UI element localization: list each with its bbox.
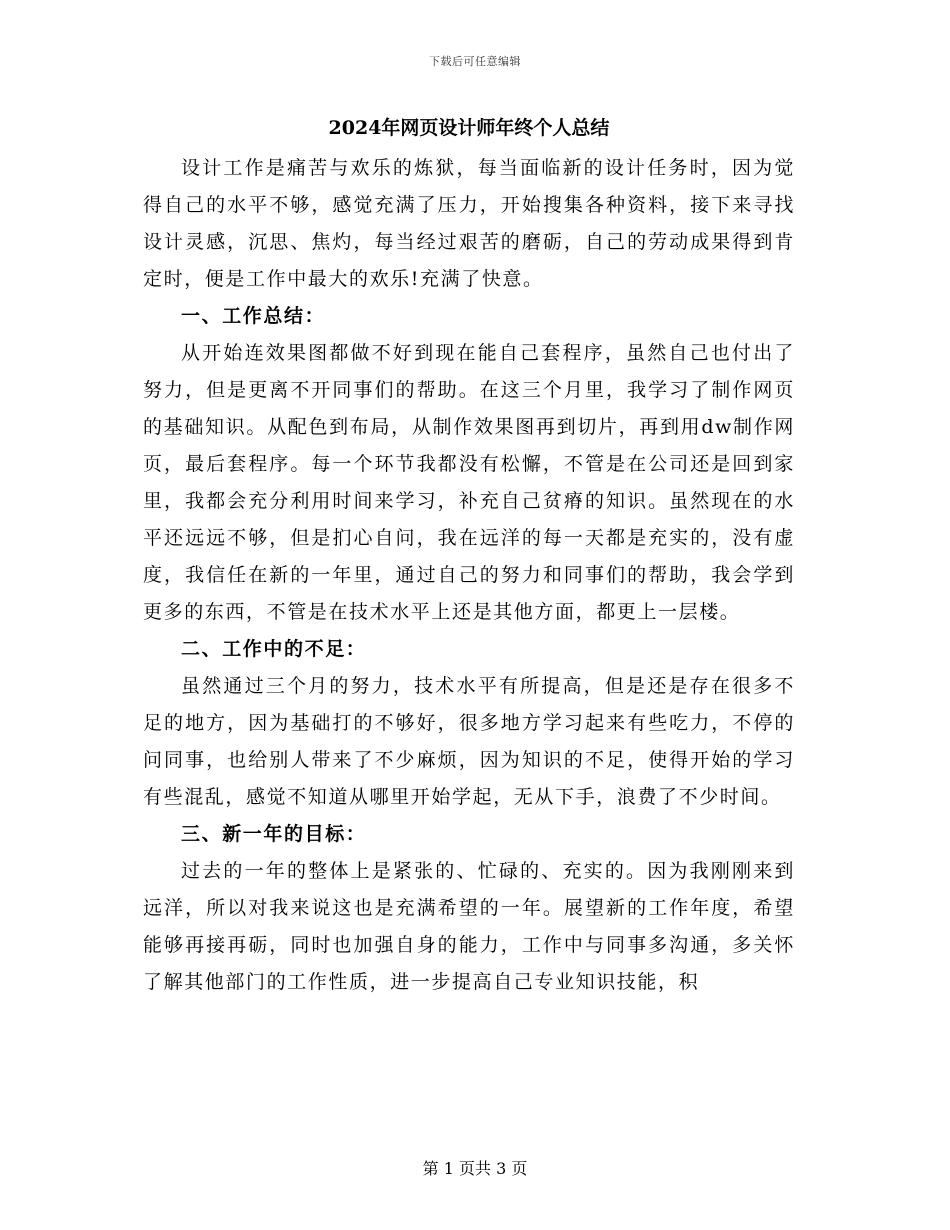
section-body-new-year-goals: 过去的一年的整体上是紧张的、忙碌的、充实的。因为我刚刚来到远洋，所以对我来说这也是充满希望的一年。展望新的工作年度，希望能够再接再砺，同时也加强自身的能力，工作中与同事多沟通，多关怀了解其他部门的工作性质，进一步提高自己专业知识技能，积 bbox=[143, 860, 795, 993]
document-body bbox=[143, 112, 795, 1001]
intro-paragraph: 设计工作是痛苦与欢乐的炼狱，每当面临新的设计任务时，因为觉得自己的水平不够，感觉充满了压力，开始搜集各种资料，接下来寻找设计灵感，沉思、焦灼，每当经过艰苦的磨砺，自己的劳动成果得到肯定时，便是工作中最大的欢乐!充满了快意。 bbox=[143, 157, 795, 290]
section-body-shortcomings: 虽然通过三个月的努力，技术水平有所提高，但是还是存在很多不足的地方，因为基础打的不够好，很多地方学习起来有些吃力，不停的问同事，也给别人带来了不少麻烦，因为知识的不足，使得开始的学习有些混乱，感觉不知道从哪里开始学起，无从下手，浪费了不少时间。 bbox=[143, 675, 795, 808]
section-heading-new-year-goals: 三、新一年的目标： bbox=[181, 823, 367, 845]
page-indicator: 第 1 页共 3 页 bbox=[422, 1159, 528, 1178]
section-body-work-summary: 从开始连效果图都做不好到现在能自己套程序，虽然自己也付出了努力，但是更离不开同事们的帮助。在这三个月里，我学习了制作网页的基础知识。从配色到布局，从制作效果图再到切片，再到用dw制作网页，最后套程序。每一个环节我都没有松懈，不管是在公司还是回到家里，我都会充分利用时间来学习，补充自己贫瘠的知识。虽然现在的水平还远远不够，但是扪心自问，我在远洋的每一天都是充实的，没有虚度，我信任在新的一年里，通过自己的努力和同事们的帮助，我会学到更多的东西，不管是在技术水平上还是其他方面，都更上一层楼。 bbox=[143, 342, 795, 623]
section-heading-work-summary: 一、工作总结： bbox=[181, 305, 326, 327]
header-note: 下载后可任意编辑 bbox=[429, 55, 521, 68]
section-heading-shortcomings: 二、工作中的不足： bbox=[181, 638, 367, 660]
document-title: 2024年网页设计师年终个人总结 bbox=[328, 117, 610, 139]
